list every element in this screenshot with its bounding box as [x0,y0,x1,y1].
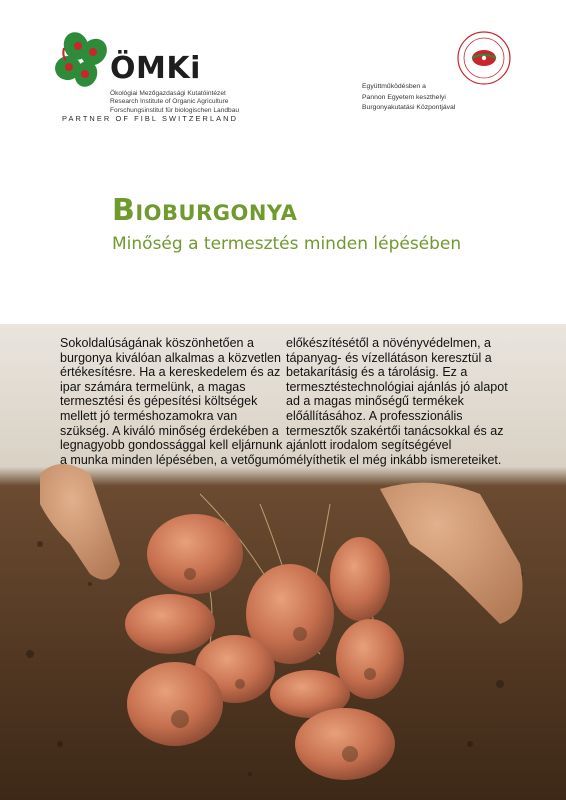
document-title: Bioburgonya [112,193,298,228]
clover-logo-icon [52,30,116,90]
cooperation-line: Burgonyakutatási Központjával [362,104,456,111]
text-column-left: Sokoldalúságának köszönhetően a burgonya kiválóan alkalmas a közvetlen értékesítésre. Ha a kereskedelem és az ipar számára termelünk, a magas termesztési és gépesítési költségek mellett jó terméshozamokra van szükség. A kiváló minőség érdekében a legnagyobb gondossággal kell eljárnunk a munka minden lépésében, a vetőgumó [60,336,286,467]
logo-description [110,90,330,115]
cooperation-line: Pannon Egyetem keszthelyi [362,93,446,101]
document-subtitle: Minőség a termesztés minden lépésében [112,234,462,254]
logo-line: Ökológiai Mezőgazdasági Kutatóintézet [110,90,226,97]
potato-research-seal-icon [449,30,519,90]
logo-line: Research Institute of Organic Agriculture [110,98,229,106]
cooperation-line: Együttműködésben a [362,83,426,90]
text-column-right: előkészítésétől a növényvédelmen, a tápanyag- és vízellátáson keresztül a betakarításig és a tárolásig. Ez a termesztéstechnológiai ajánlás jó alapot ad a magas minőségű termékek előállításához. A professzionális termesztők szakértői tanácsokkal és az ajánlott irodalom segítségével mélyíthetik el még inkább ismereteiket. [286,336,508,467]
cooperation-note [362,82,512,114]
logo-name: ÖMKi [110,51,201,86]
partner-line: PARTNER OF FIBL SWITZERLAND [62,114,239,123]
logo-line: Forschungsinstitut für biologischen Landbau [110,106,240,114]
